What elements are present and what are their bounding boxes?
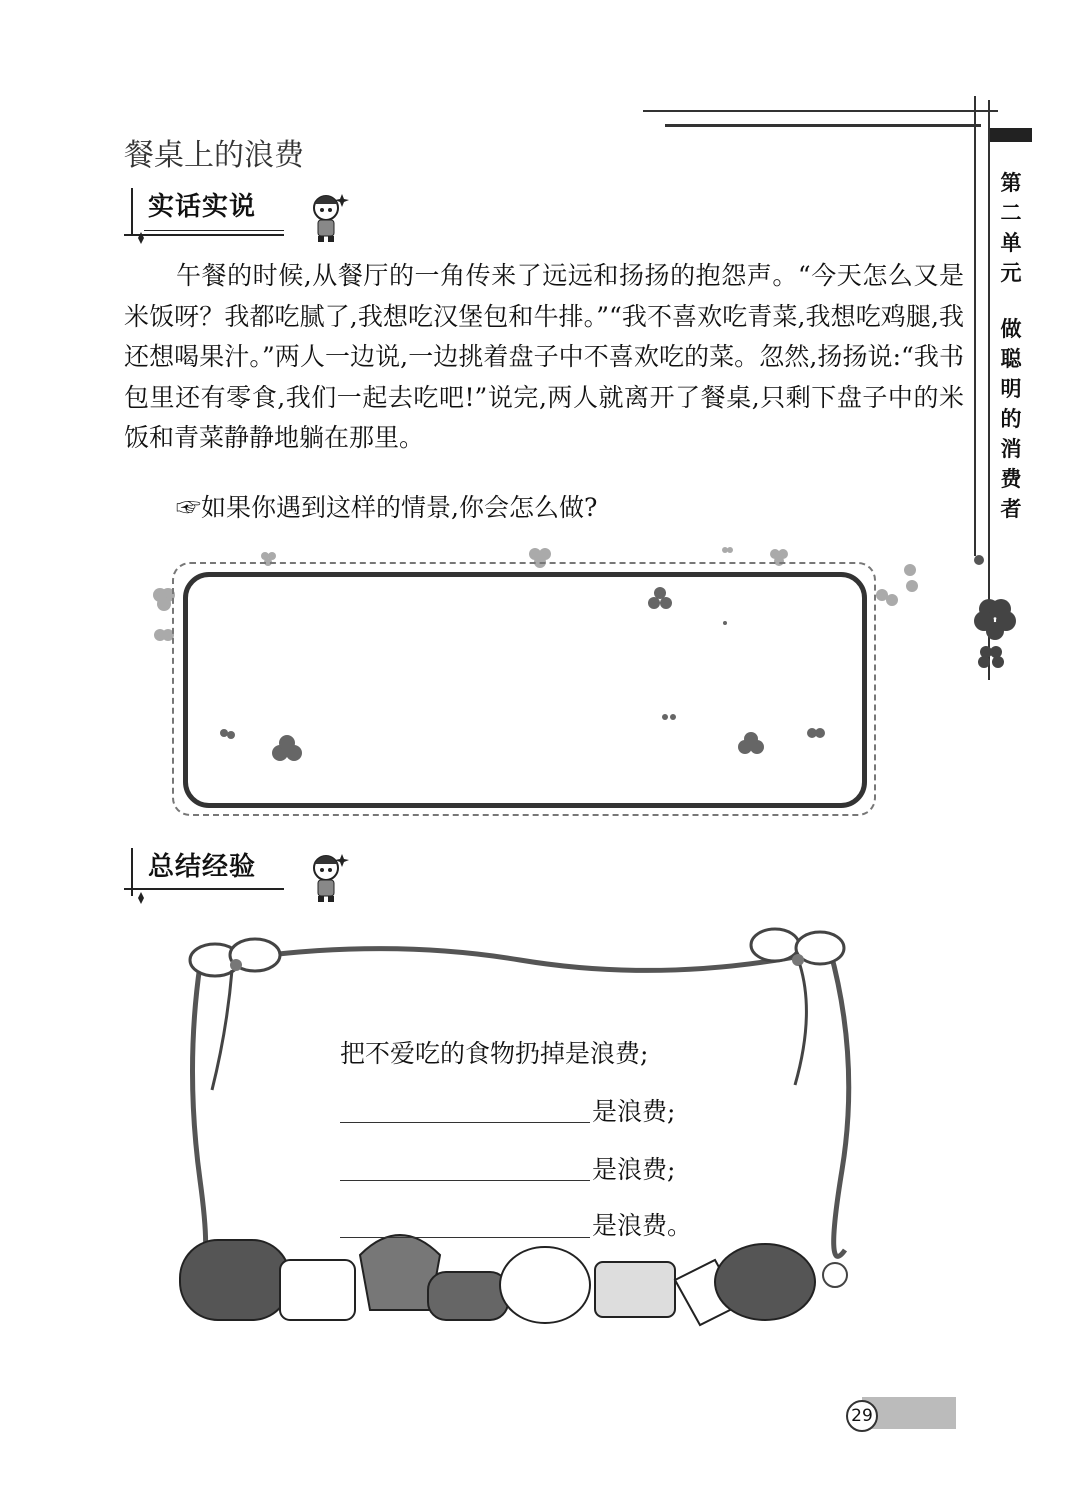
badge-underline xyxy=(124,888,284,890)
story-paragraph xyxy=(124,256,964,459)
clover-decoration-icon xyxy=(960,545,1030,675)
topic-char: 消 xyxy=(1000,437,1022,461)
summary-line-1: 把不爱吃的食物扔掉是浪费; xyxy=(340,1039,649,1068)
summary-suffix: 是浪费; xyxy=(592,1097,676,1126)
cartoon-boy-icon xyxy=(306,850,352,906)
topic-char: 聪 xyxy=(1000,347,1022,371)
unit-char: 第 xyxy=(1000,171,1022,195)
topic-char: 做 xyxy=(1000,317,1022,341)
section-title: 餐桌上的浪费 xyxy=(124,138,304,173)
sidebar-block xyxy=(990,128,1032,142)
sidebar-unit-title xyxy=(994,168,1028,524)
badge-underline xyxy=(144,230,284,231)
badge-underline xyxy=(124,234,284,236)
topic-char: 的 xyxy=(1000,407,1022,431)
topic-char: 明 xyxy=(1000,377,1022,401)
section-badge-talk xyxy=(124,186,354,246)
blank-line[interactable] xyxy=(340,1122,590,1123)
topic-char: 者 xyxy=(1000,497,1022,521)
bags-illustration-icon xyxy=(180,1235,847,1325)
ribbon-frame-decoration xyxy=(170,920,870,1340)
summary-suffix: 是浪费; xyxy=(592,1155,676,1184)
question-prompt: ☞如果你遇到这样的情景,你会怎么做? xyxy=(176,493,598,522)
cartoon-boy-icon xyxy=(306,190,352,246)
unit-char: 元 xyxy=(1000,261,1022,285)
unit-char: 单 xyxy=(1000,231,1022,255)
blank-line[interactable] xyxy=(340,1237,590,1238)
badge-label: 实话实说 xyxy=(148,192,257,222)
clover-pattern-decoration xyxy=(200,585,850,785)
unit-char: 二 xyxy=(1000,201,1022,225)
header-rule xyxy=(665,124,981,127)
story-text: 午餐的时候,从餐厅的一角传来了远远和扬扬的抱怨声。“今天怎么又是米饭呀？我都吃腻了,我想吃汉堡包和牛排。”“我不喜欢吃青菜,我想吃鸡腿,我还想喝果汁。”两人一边说,一边挑着盘子中不喜欢吃的菜。忽然,扬扬说:“我书包里还有零食,我们一起去吃吧!”说完,两人就离开了餐桌,只剩下盘子中的米饭和青菜静静地躺在那里。 xyxy=(124,261,964,452)
page-number: 29 xyxy=(846,1400,878,1432)
sidebar-rule xyxy=(974,96,976,556)
section-badge-summary xyxy=(124,846,354,906)
badge-label: 总结经验 xyxy=(148,852,257,882)
summary-suffix: 是浪费。 xyxy=(592,1211,693,1240)
header-rule xyxy=(643,110,998,112)
topic-char: 费 xyxy=(1000,467,1022,491)
blank-line[interactable] xyxy=(340,1180,590,1181)
